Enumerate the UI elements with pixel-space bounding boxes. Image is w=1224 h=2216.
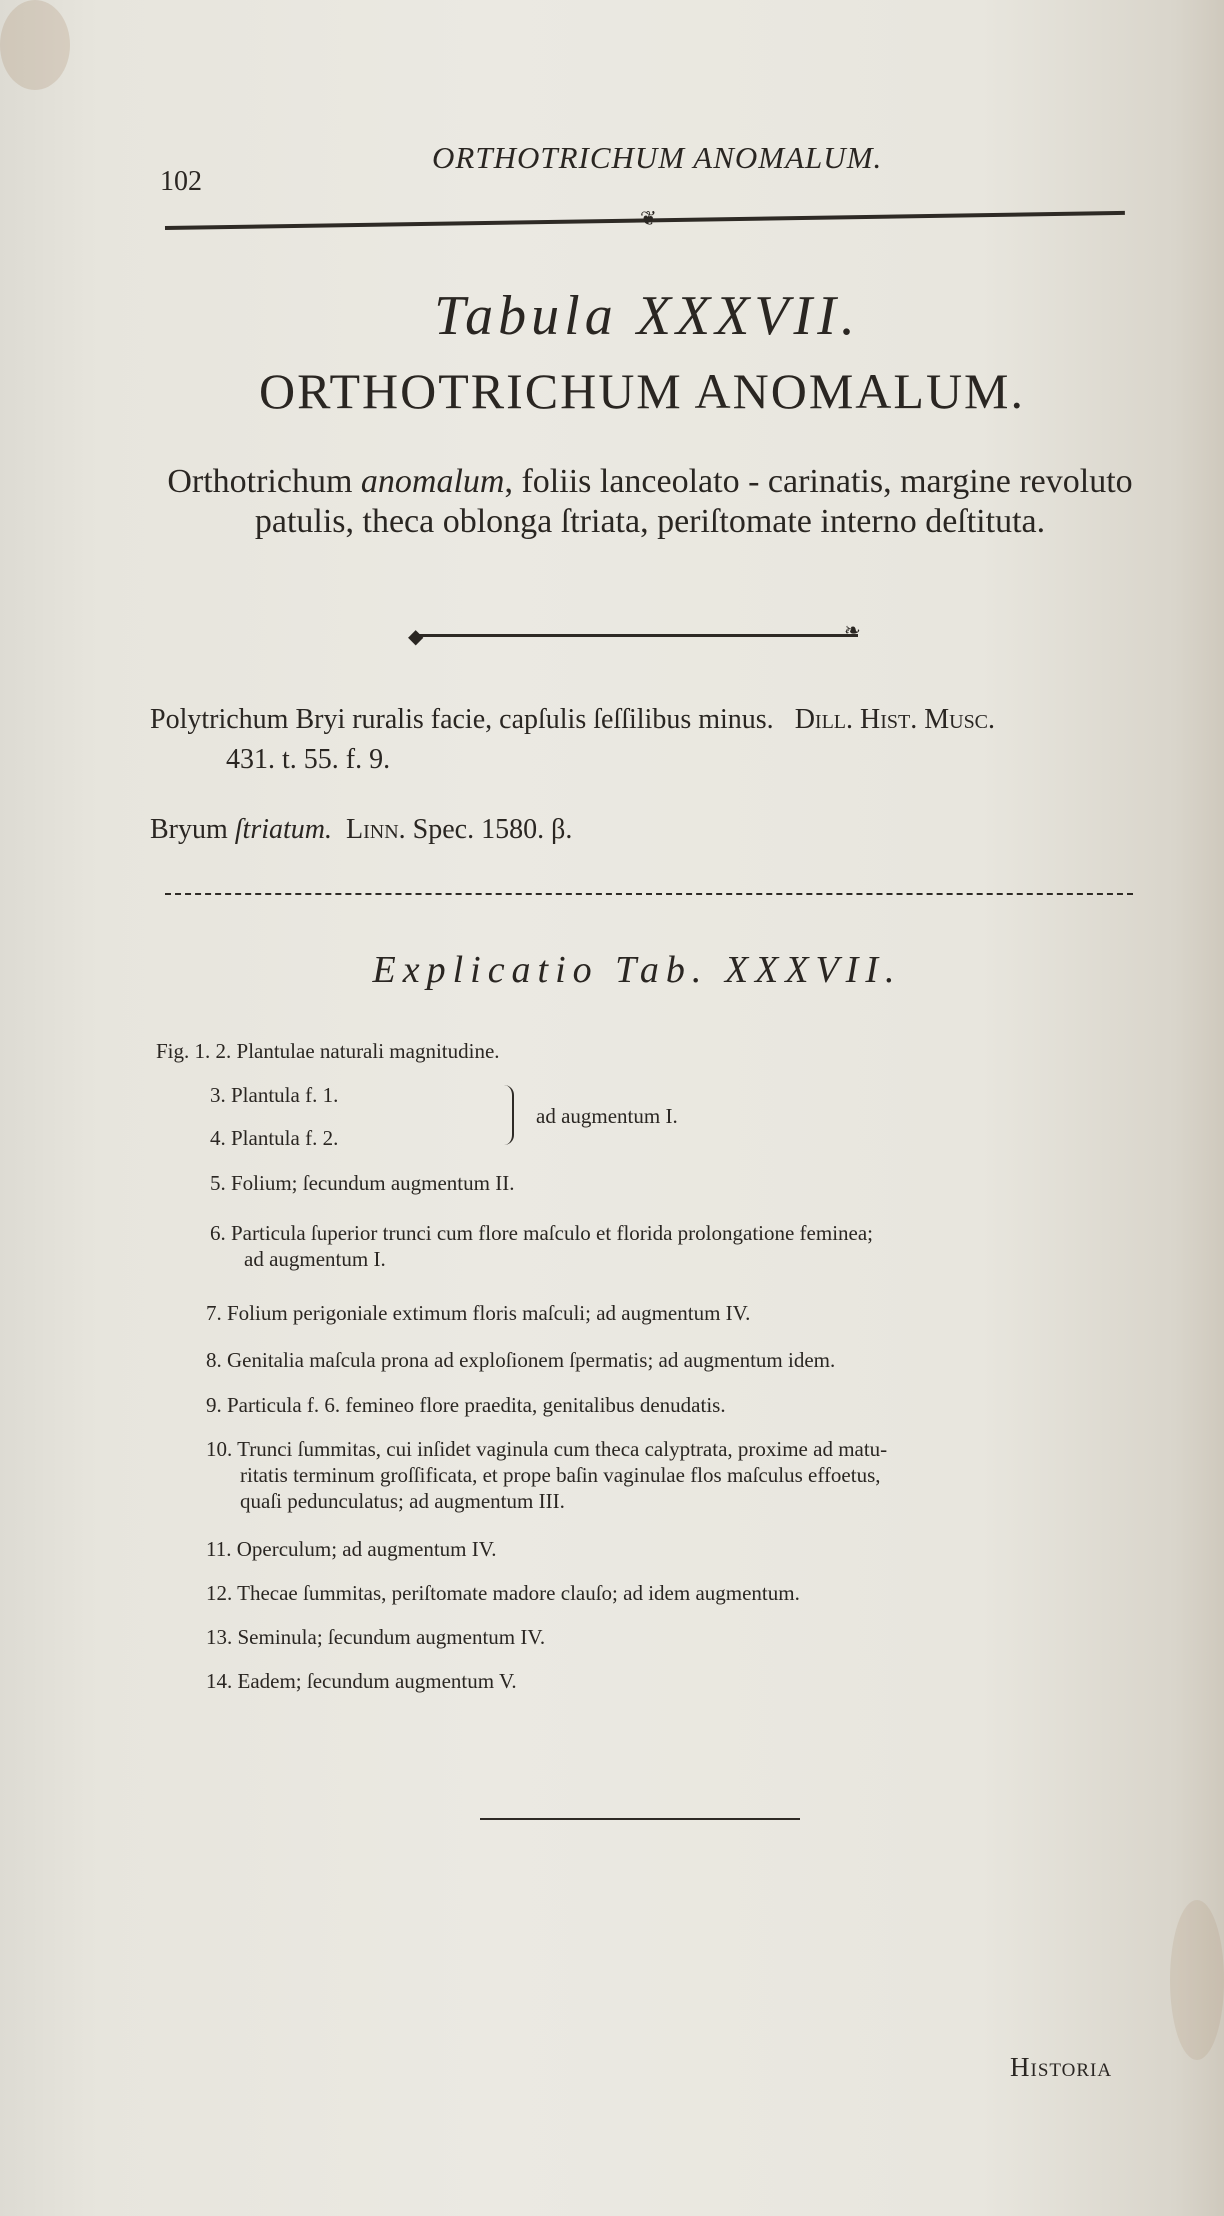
figure-text: Particula f. 6. femineo flore praedita, genitalibus denudatis. xyxy=(227,1393,726,1417)
figure-number: 13. xyxy=(206,1625,233,1649)
figure-item xyxy=(206,1392,726,1418)
figure-text: Plantula f. 1. xyxy=(231,1083,339,1107)
figure-item xyxy=(206,1436,887,1514)
species-title: ORTHOTRICHUM ANOMALUM. xyxy=(258,363,1026,419)
figure-text: Folium; ſecundum augmentum II. xyxy=(231,1171,515,1195)
figure-text: Plantulae naturali magnitudine. xyxy=(236,1039,500,1063)
figure-number: 4. xyxy=(210,1126,226,1150)
figure-text: Particula ſuperior trunci cum flore maſculo et florida prolongatione feminea; xyxy=(231,1221,874,1245)
diagnosis-epithet: anomalum xyxy=(360,463,505,500)
synonym-author: Linn. xyxy=(346,814,406,845)
figure-item xyxy=(206,1300,750,1326)
figure-number: 6. xyxy=(210,1221,226,1245)
figure-text-continued: quaſi pedunculatus; ad augmentum III. xyxy=(240,1489,565,1513)
figure-text: Seminula; ſecundum augmentum IV. xyxy=(237,1625,546,1649)
figure-item xyxy=(210,1220,873,1272)
ornament-divider xyxy=(418,634,858,637)
section-rule xyxy=(165,893,1133,895)
figure-item xyxy=(156,1038,500,1064)
diagnosis xyxy=(150,462,1150,542)
stain xyxy=(0,0,70,90)
figure-text: Plantula f. 2. xyxy=(231,1126,339,1150)
figure-text: Thecae ſummitas, periſtomate madore clauſo; ad idem augmentum. xyxy=(237,1581,800,1605)
stain xyxy=(1170,1900,1224,2060)
figure-item xyxy=(206,1347,835,1373)
brace xyxy=(500,1085,514,1145)
page-number: 102 xyxy=(160,166,202,197)
figure-number: 3. xyxy=(210,1083,226,1107)
divider-right-icon: ❧ xyxy=(844,620,861,642)
figure-number: Fig. 1. 2. xyxy=(156,1039,232,1063)
diagnosis-genus: Orthotrichum xyxy=(167,463,353,500)
figure-text: Trunci ſummitas, cui inſidet vaginula cum theca calyptrata, proxime ad matu- xyxy=(237,1437,888,1461)
figure-item xyxy=(206,1580,800,1606)
synonym-ref: Spec. 1580. β. xyxy=(412,814,573,845)
synonym-epithet: ſtriatum. xyxy=(234,814,333,845)
plate-title: Tabula XXXVII. xyxy=(434,285,860,347)
running-head-title: ORTHOTRICHUM ANOMALUM. xyxy=(432,140,883,175)
figure-text: Folium perigoniale extimum floris maſculi; ad augmentum IV. xyxy=(227,1301,751,1325)
synonym-linnaeus xyxy=(150,810,1160,850)
figure-text-continued: ritatis terminum groſſificata, et prope baſin vaginulae flos maſculus effoetus, xyxy=(240,1463,881,1487)
figure-text-continued: ad augmentum I. xyxy=(244,1247,386,1271)
rule-ornament-icon: ❦ xyxy=(640,208,657,230)
figure-number: 12. xyxy=(206,1581,233,1605)
figure-item xyxy=(206,1536,496,1562)
figure-text: Operculum; ad augmentum IV. xyxy=(236,1537,497,1561)
figure-item xyxy=(206,1624,545,1650)
synonym-ref: 431. t. 55. f. 9. xyxy=(226,744,391,775)
figure-number: 10. xyxy=(206,1437,233,1461)
bracket-label: ad augmentum I. xyxy=(536,1104,678,1128)
synonym-dillenius xyxy=(150,700,1160,780)
figure-text: Eadem; ſecundum augmentum V. xyxy=(237,1669,517,1693)
figure-item xyxy=(206,1668,517,1694)
synonym-name: Bryum xyxy=(150,814,228,845)
figure-number: 8. xyxy=(206,1348,222,1372)
divider-left-icon: ◆ xyxy=(408,626,424,648)
catchword: Historia xyxy=(1010,2052,1113,2082)
figure-item xyxy=(210,1170,514,1196)
figure-number: 9. xyxy=(206,1393,222,1417)
figure-number: 5. xyxy=(210,1171,226,1195)
figure-item xyxy=(210,1125,338,1151)
figure-number: 14. xyxy=(206,1669,233,1693)
synonym-text: Polytrichum Bryi ruralis facie, capſulis ſeſſilibus minus. xyxy=(150,704,774,735)
end-rule xyxy=(480,1818,800,1820)
figure-text: Genitalia maſcula prona ad exploſionem ſpermatis; ad augmentum idem. xyxy=(227,1348,836,1372)
synonym-author: Dill. Hiſt. Muſc. xyxy=(794,704,996,735)
figure-number: 7. xyxy=(206,1301,222,1325)
diagnosis-text: , foliis lanceolato - carinatis, margine revoluto patulis, theca oblonga ſtriata, periſtomate interno deſtituta. xyxy=(254,463,1133,540)
figure-number: 11. xyxy=(206,1537,232,1561)
figure-item xyxy=(210,1082,338,1108)
explicatio-title: Explicatio Tab. XXXVII. xyxy=(372,949,902,991)
